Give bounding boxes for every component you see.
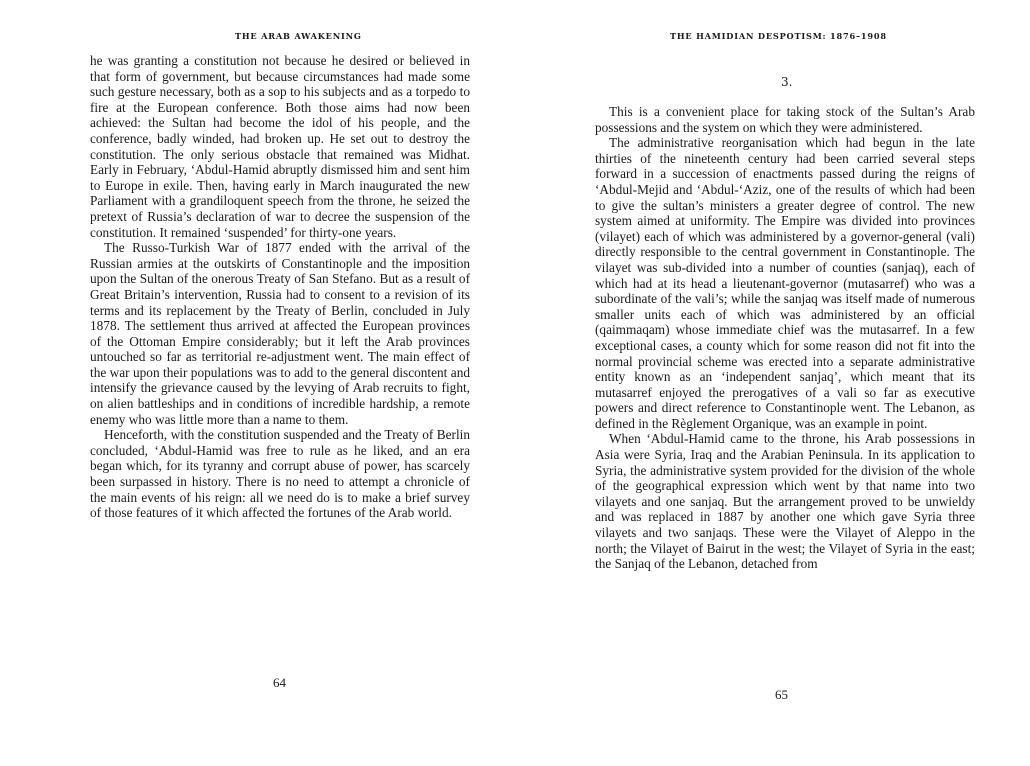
right-page-number: 65 — [775, 687, 788, 702]
left-paragraph-1: he was granting a constitution not because he desired or believed in that form of government, but because circumstances had made some such gesture necessary, both as a sop to his subjects and as a torpedo to fire at the European conference. Both those aims had now been achieved: the Sultan had become the idol of his people, and the conference, badly winded, had broken up. He set out to destroy the constitution. The only serious obstacle that remained was Midhat. Early in February, ‘Abdul-Hamid abruptly dismissed him and sent him to Europe in exile. Then, having early in March inaugurated the new Parliament with a grandiloquent speech from the throne, he seized the pretext of Russia’s declaration of war to decree the suspension of the constitution. It remained ‘suspended’ for thirty-one years. — [90, 53, 470, 240]
right-running-head: THE HAMIDIAN DESPOTISM: 1876–1908 — [670, 31, 887, 41]
left-paragraph-2: The Russo-Turkish War of 1877 ended with the arrival of the Russian armies at the outskirts of Constantinople and the imposition upon the Sultan of the onerous Treaty of San Stefano. But as a result of Great Britain’s intervention, Russia had to consent to a revision of its terms and its replacement by the Treaty of Berlin, concluded in July 1878. The settlement thus arrived at affected the European provinces of the Ottoman Empire considerably; but it left the Arab provinces untouched so far as territorial re-adjustment went. The main effect of the war upon their populations was to add to the general discontent and intensify the grievance caused by the levying of Arab recruits to fight, on alien battleships and in conditions of incredible hardship, a remote enemy who was little more than a name to them. — [90, 240, 470, 427]
left-paragraph-3: Henceforth, with the constitution suspended and the Treaty of Berlin concluded, ‘Abdul-Hamid was free to rule as he liked, and an era began which, for its tyranny and corrupt abuse of power, has scarcely been surpassed in history. There is no need to attempt a chronicle of the main events of his reign: all we need do is to make a brief survey of those features of it which affected the fortunes of the Arab world. — [90, 427, 470, 521]
left-page-number: 64 — [273, 675, 286, 690]
left-running-head: THE ARAB AWAKENING — [235, 31, 362, 41]
right-paragraph-1: This is a convenient place for taking stock of the Sultan’s Arab possessions and the system on which they were administered. — [595, 104, 975, 135]
right-paragraph-2: The administrative reorganisation which had begun in the late thirties of the nineteenth century had been carried several steps forward in a succession of enactments passed during the reigns of ‘Abdul-Mejid and ‘Abdul-‘Aziz, one of the results of which had been to give the sultan’s ministers a greater degree of control. The new system aimed at uniformity. The Empire was divided into provinces (vilayet) each of which was administered by a governor-general (vali) directly responsible to the central government in Constantinople. The vilayet was sub-divided into a number of counties (sanjaq), each of which had at its head a lieutenant-governor (mutasarref) who was a subordinate of the vali’s; while the sanjaq was itself made of numerous smaller units each of which was administered by an official (qaimmaqam) whose immediate chief was the mutasarref. In a few exceptional cases, a county which for some reason did not fit into the normal provincial scheme was erected into a separate administrative entity known as an ‘independent sanjaq’, which meant that its mutasarref enjoyed the prerogatives of a vali so far as executive powers and direct reference to Constantinople went. The Lebanon, as defined in the Règlement Organique, was an example in point. — [595, 135, 975, 431]
right-page-body — [595, 104, 975, 572]
left-page-body — [90, 53, 470, 521]
right-paragraph-3: When ‘Abdul-Hamid came to the throne, his Arab possessions in Asia were Syria, Iraq and the Arabian Peninsula. In its application to Syria, the administrative system provided for the division of the whole of the geographical expression which went by that name into two vilayets and one sanjaq. But the arrangement proved to be unwieldy and was replaced in 1887 by another one which gave Syria three vilayets and two sanjaqs. These were the Vilayet of Aleppo in the north; the Vilayet of Bairut in the west; the Vilayet of Syria in the east; the Sanjaq of the Lebanon, detached from — [595, 431, 975, 572]
section-number: 3. — [781, 75, 793, 89]
